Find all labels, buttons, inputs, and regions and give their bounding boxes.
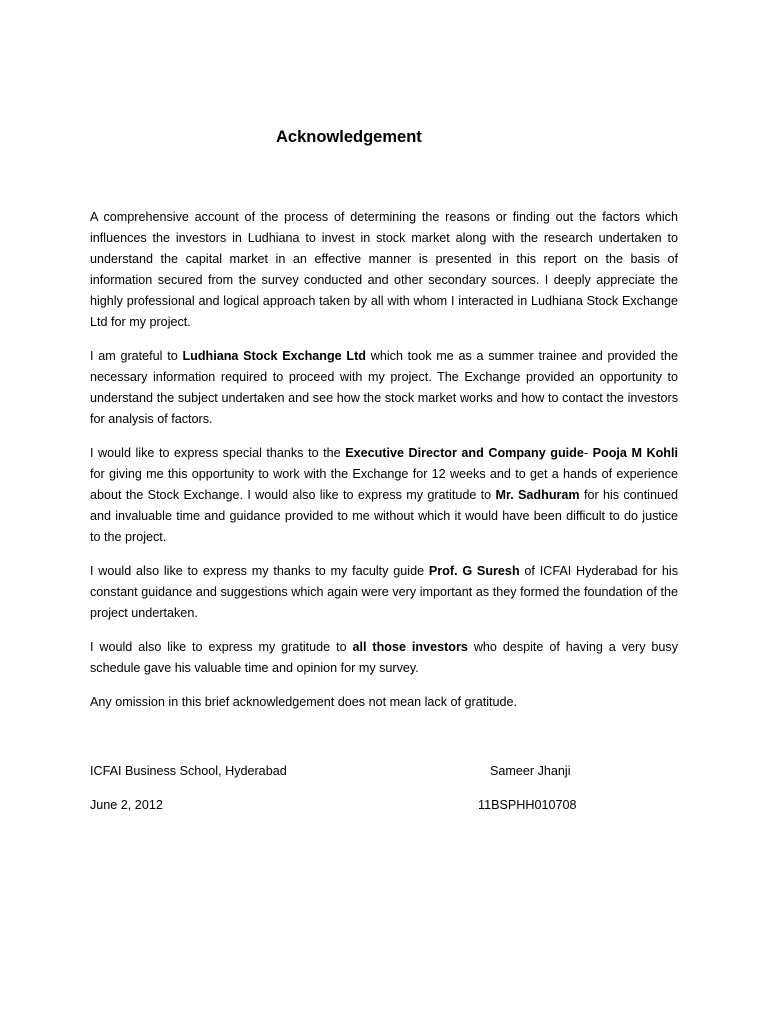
school-name: ICFAI Business School, Hyderabad — [90, 764, 287, 778]
paragraph-text: I am grateful to — [90, 349, 183, 363]
bold-text: Prof. G Suresh — [428, 564, 520, 578]
roll-number: 11BSPHH010708 — [478, 798, 577, 812]
body-paragraph — [90, 692, 678, 713]
paragraph-text: Any omission in this brief acknowledgement does not mean lack of gratitude. — [90, 695, 518, 709]
body-paragraph — [90, 207, 678, 333]
body-paragraph — [90, 561, 678, 624]
paragraph-text: I would also like to express my thanks to my faculty guide — [90, 564, 429, 578]
paragraph-text: for his continued and invaluable time and guidance provided to me without which it would have been difficult to do justice to the project. — [90, 488, 679, 544]
body-paragraph — [90, 346, 678, 430]
paragraph-text: I would also like to express my gratitude to — [90, 640, 353, 654]
body-paragraph — [90, 443, 678, 548]
paragraph-text: which took me as a summer trainee and provided the necessary information required to proceed with my project. The Exchange provided an opportunity to understand the subject undertaken and see how the stock market works and how to contact the investors for analysis of factors. — [90, 349, 679, 426]
paragraph-text: I would like to express special thanks to the — [90, 446, 346, 460]
acknowledgement-body — [90, 207, 678, 726]
paragraph-text: for giving me this opportunity to work with the Exchange for 12 weeks and to get a hands of experience about the Stock Exchange. I would also like to express my gratitude to — [90, 467, 678, 502]
paragraph-text: who despite of having a very busy schedule gave his valuable time and opinion for my survey. — [90, 640, 678, 675]
paragraph-text: of ICFAI Hyderabad for his constant guidance and suggestions which again were very important as they formed the foundation of the project undertaken. — [90, 564, 678, 620]
bold-text: Executive Director and Company guide — [345, 446, 584, 460]
bold-text: all those investors — [352, 640, 468, 654]
bold-text: Pooja M Kohli — [592, 446, 678, 460]
body-paragraph — [90, 637, 678, 679]
paragraph-text: - — [583, 446, 593, 460]
author-name: Sameer Jhanji — [490, 764, 571, 778]
bold-text: Mr. Sadhuram — [495, 488, 580, 502]
document-date: June 2, 2012 — [90, 798, 163, 812]
bold-text: Ludhiana Stock Exchange Ltd — [182, 349, 367, 363]
paragraph-text: A comprehensive account of the process of determining the reasons or finding out the factors which influences the investors in Ludhiana to invest in stock market along with the research undertaken to understand the capital market in an effective manner is presented in this report on the basis of information secured from the survey conducted and other secondary sources. I deeply appreciate the highly professional and logical approach taken by all with whom I interacted in Ludhiana Stock Exchange Ltd for my project. — [90, 210, 678, 329]
page-title: Acknowledgement — [276, 128, 422, 146]
